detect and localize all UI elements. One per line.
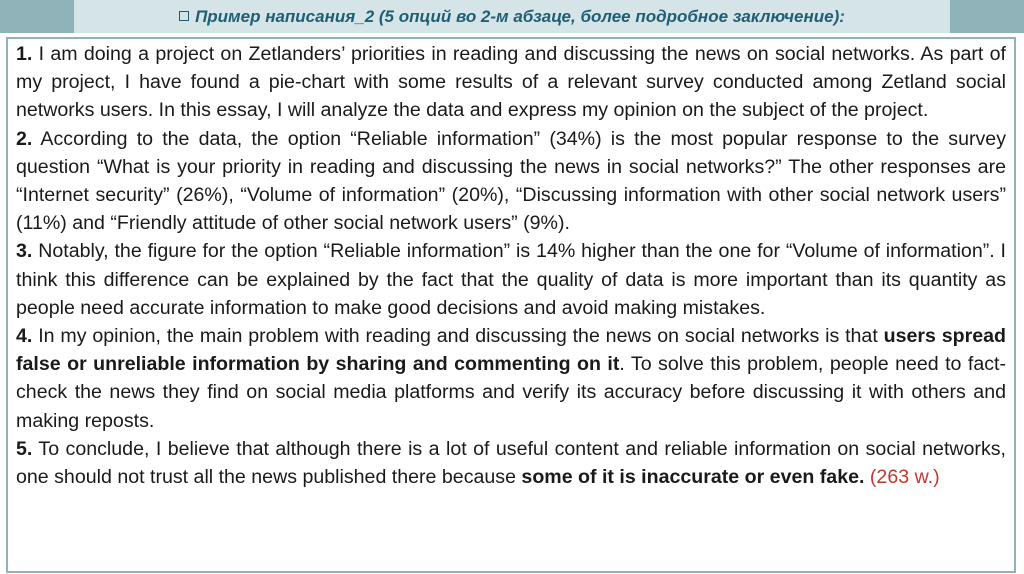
paragraph-text-end: . To solve this problem, people need to fact-check the news they find on social media platforms and verify its accuracy before discussing it with others and making reposts. bbox=[16, 353, 1007, 432]
paragraph-number: 3. bbox=[16, 240, 33, 263]
paragraph-text: In my opinion, the main problem with reading and discussing the news on social networks is that bbox=[32, 325, 884, 348]
paragraph-bold-phrase: some of it is inaccurate or even fake. bbox=[521, 466, 865, 489]
paragraph-text: I am doing a project on Zetlanders’ priorities in reading and discussing the news on social networks. As part of my project, I have found a pie-chart with some results of a relevant survey conducted among Zetland social networks users. In this essay, I will analyze the data and express my opinion on the subject of the project. bbox=[16, 43, 1006, 122]
header-corner-right bbox=[950, 0, 1024, 33]
paragraph-3 bbox=[16, 237, 1006, 322]
paragraph-text: According to the data, the option “Reliable information” (34%) is the most popular response to the survey question “What is your priority in reading and discussing the news in social networks?” The other responses are “Internet security” (26%), “Volume of information” (20%), “Discussing information with other social network users” (11%) and “Friendly attitude of other social network users” (9%). bbox=[16, 127, 1006, 235]
paragraph-text: To conclude, I believe that although there is a lot of useful content and reliable information on social networks, one should not trust all the news published there because bbox=[16, 437, 1006, 489]
paragraph-text: Notably, the figure for the option “Reliable information” is 14% higher than the one for “Volume of information”. I think this difference can be explained by the fact that the quality of data is more important than its quantity as people need accurate information to make good decisions and avoid making mistakes. bbox=[16, 240, 1006, 319]
paragraph-bold-phrase: users spread false or unreliable information by sharing and commenting on it bbox=[16, 325, 1007, 376]
paragraph-number: 5. bbox=[16, 437, 33, 460]
paragraph-1 bbox=[16, 40, 1006, 125]
essay-box bbox=[6, 37, 1016, 573]
checkbox-bullet-icon bbox=[179, 11, 189, 21]
word-count: (263 w.) bbox=[869, 466, 940, 489]
paragraph-number: 4. bbox=[16, 325, 33, 348]
paragraph-4 bbox=[16, 322, 1006, 435]
paragraph-2 bbox=[16, 125, 1006, 238]
paragraph-number: 1. bbox=[16, 43, 33, 65]
paragraph-5 bbox=[16, 435, 1006, 491]
paragraph-number: 2. bbox=[16, 127, 33, 150]
page-title bbox=[179, 7, 845, 27]
header-corner-left bbox=[0, 0, 74, 33]
page-title-text: Пример написания_2 (5 опций во 2-м абзаце, более подробное заключение): bbox=[195, 6, 845, 26]
header-bar bbox=[74, 0, 950, 33]
